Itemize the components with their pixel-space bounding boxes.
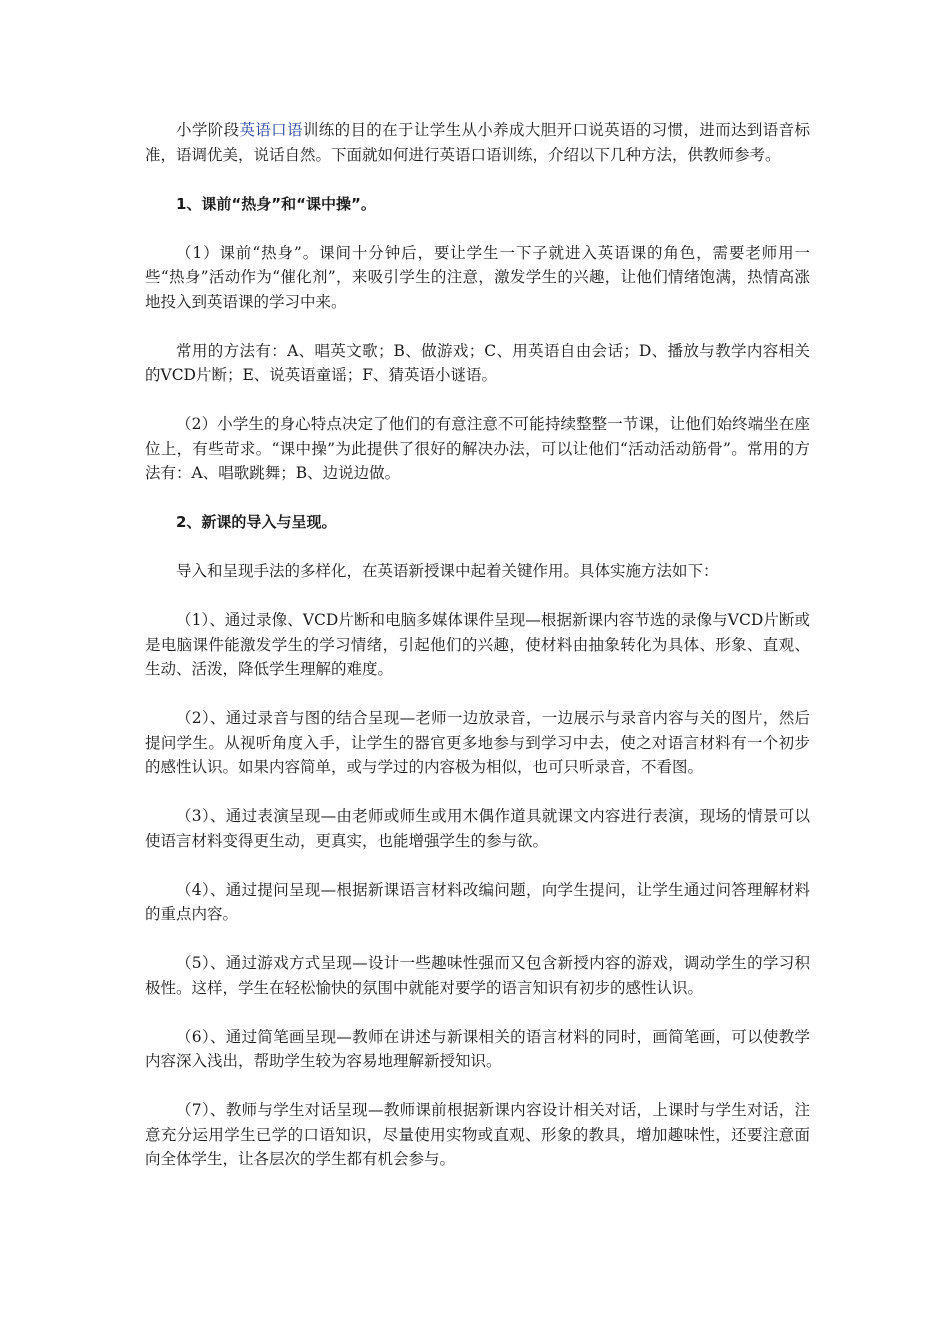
method-item-7: （7）、教师与学生对话呈现—教师课前根据新课内容设计相关对话，上课时与学生对话，注意充分运用学生已学的口语知识，尽量使用实物或直观、形象的教具，增加趣味性，还要注意面向全体学生，让各层次的学生都有机会参与。 xyxy=(145,1101,810,1168)
section-2-intro: 导入和呈现手法的多样化，在英语新授课中起着关键作用。具体实施方法如下： xyxy=(176,562,719,580)
method-item-3: （3）、通过表演呈现—由老师或师生或用木偶作道具就课文内容进行表演，现场的情景可以使语言材料变得更生动，更真实，也能增强学生的参与欲。 xyxy=(145,807,810,850)
intro-text-start: 小学阶段 xyxy=(176,121,240,139)
common-methods-paragraph: 常用的方法有：A、唱英文歌；B、做游戏；C、用英语自由会话；D、播放与教学内容相关的VCD片断；E、说英语童谣；F、猜英语小谜语。 xyxy=(145,341,810,384)
intro-paragraph xyxy=(145,118,810,167)
method-item-5: （5）、通过游戏方式呈现—设计一些趣味性强而又包含新授内容的游戏，调动学生的学习积极性。这样，学生在轻松愉快的氛围中就能对要学的语言知识有初步的感性认识。 xyxy=(145,954,810,997)
mid-class-exercise-paragraph: （2）小学生的身心特点决定了他们的有意注意不可能持续整整一节课，让他们始终端坐在座位上，有些苛求。“课中操”为此提供了很好的解决办法，可以让他们“活动活动筋骨”。常用的方法有：A、唱歌跳舞；B、边说边做。 xyxy=(145,415,810,482)
method-item-6: （6）、通过简笔画呈现—教师在讲述与新课相关的语言材料的同时，画简笔画，可以使教学内容深入浅出，帮助学生较为容易地理解新授知识。 xyxy=(145,1027,810,1070)
method-item-2: （2）、通过录音与图的结合呈现—老师一边放录音，一边展示与录音内容与关的图片，然后提问学生。从视听角度入手，让学生的器官更多地参与到学习中去，使之对语言材料有一个初步的感性认识。如果内容简单，或与学过的内容极为相似，也可只听录音，不看图。 xyxy=(145,709,810,776)
intro-text-rest: 训练的目的在于让学生从小养成大胆开口说英语的习惯，进而达到语音标准，语调优美，说话自然。下面就如何进行英语口语训练，介绍以下几种方法，供教师参考。 xyxy=(145,121,810,164)
section-2-heading: 2、新课的导入与呈现。 xyxy=(176,513,337,531)
method-item-1: （1）、通过录像、VCD片断和电脑多媒体课件呈现—根据新课内容节选的录像与VCD片断或是电脑课件能激发学生的学习情绪，引起他们的兴趣，使材料由抽象转化为具体、形象、直观、生动、活泼，降低学生理解的难度。 xyxy=(145,611,810,678)
method-item-4: （4）、通过提问呈现—根据新课语言材料改编问题，向学生提问，让学生通过问答理解材料的重点内容。 xyxy=(145,880,810,923)
warmup-paragraph: （1）课前“热身”。课间十分钟后，要让学生一下子就进入英语课的角色，需要老师用一些“热身”活动作为“催化剂”，来吸引学生的注意，激发学生的兴趣，让他们情绪饱满，热情高涨地投入到英语课的学习中来。 xyxy=(145,243,810,311)
section-1-heading: 1、课前“热身”和“课中操”。 xyxy=(176,194,376,213)
document-body xyxy=(145,118,810,1172)
spoken-english-link[interactable]: 英语口语 xyxy=(239,121,303,139)
